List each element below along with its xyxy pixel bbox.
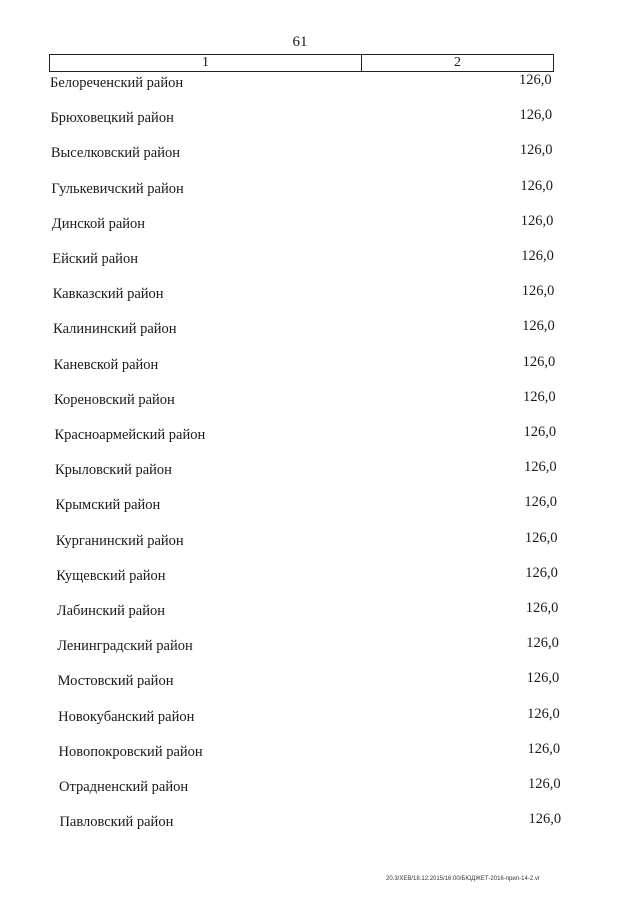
district-value: 126,0 (519, 142, 553, 159)
table-row (0, 670, 640, 695)
district-name: Кавказский район (52, 286, 164, 303)
table-row (0, 142, 640, 167)
district-name: Кореновский район (54, 391, 175, 408)
table-row (0, 705, 640, 731)
district-value: 126,0 (520, 177, 553, 194)
district-value: 126,0 (524, 529, 558, 546)
district-name: Калининский район (53, 321, 177, 338)
district-name: Новокубанский район (58, 708, 195, 725)
district-name: Динской район (51, 215, 146, 232)
table-row (0, 388, 640, 414)
district-value: 126,0 (526, 670, 560, 687)
district-value: 126,0 (524, 494, 558, 511)
district-name: Павловский район (59, 814, 174, 831)
document-footer-code: 20.3/ХЕВ/18.12.2015/16:00/БЮДЖЕТ-2016-прил-14-2.vr (386, 876, 540, 882)
district-name: Отрадненский район (59, 779, 189, 795)
district-value: 126,0 (527, 740, 561, 757)
table-row (0, 318, 640, 343)
table-row (0, 811, 640, 836)
table-row (0, 600, 640, 625)
table-row (0, 564, 640, 590)
district-value: 126,0 (523, 459, 557, 476)
table-row (0, 494, 640, 519)
table-row (0, 776, 640, 801)
district-name: Выселковский район (50, 145, 180, 162)
table-row (0, 283, 640, 308)
district-value: 126,0 (521, 248, 554, 264)
district-name: Ейский район (52, 251, 138, 267)
district-value: 126,0 (519, 107, 553, 124)
district-name: Брюховецкий район (50, 110, 174, 127)
page-number: 61 (292, 34, 308, 50)
district-name: Лабинский район (56, 603, 165, 619)
table-row (0, 635, 640, 660)
district-name: Гулькевичский район (51, 180, 184, 197)
district-value: 126,0 (528, 811, 562, 828)
district-value: 126,0 (519, 72, 552, 88)
district-name: Крыловский район (54, 462, 172, 479)
district-name: Кущевский район (56, 567, 166, 584)
district-name: Новопокровский район (58, 743, 203, 760)
column-header-1: 1 (50, 55, 362, 71)
table-row (0, 248, 640, 273)
district-name: Белореченский район (50, 75, 184, 91)
table-row (0, 177, 640, 203)
table-row (0, 529, 640, 555)
table-row (0, 72, 640, 97)
table-row (0, 459, 640, 484)
district-value: 126,0 (528, 776, 561, 792)
district-value: 126,0 (523, 424, 557, 440)
district-name: Мостовский район (57, 673, 174, 690)
table-row (0, 424, 640, 449)
district-name: Каневской район (53, 356, 159, 373)
district-value: 126,0 (526, 635, 559, 652)
district-name: Курганинский район (55, 532, 184, 549)
district-name: Красноармейский район (54, 427, 206, 443)
column-header-2: 2 (454, 55, 461, 70)
district-name: Ленинградский район (57, 638, 193, 655)
district-value: 126,0 (527, 705, 560, 722)
district-value: 126,0 (522, 318, 555, 335)
district-value: 126,0 (520, 212, 554, 229)
table-row (0, 353, 640, 379)
table-row (0, 107, 640, 132)
district-name: Крымский район (55, 497, 161, 514)
district-value: 126,0 (525, 600, 559, 616)
district-value: 126,0 (521, 283, 555, 300)
table-row (0, 212, 640, 238)
table-row (0, 740, 640, 766)
district-value: 126,0 (525, 564, 558, 581)
district-value: 126,0 (522, 353, 556, 370)
district-value: 126,0 (523, 388, 556, 405)
